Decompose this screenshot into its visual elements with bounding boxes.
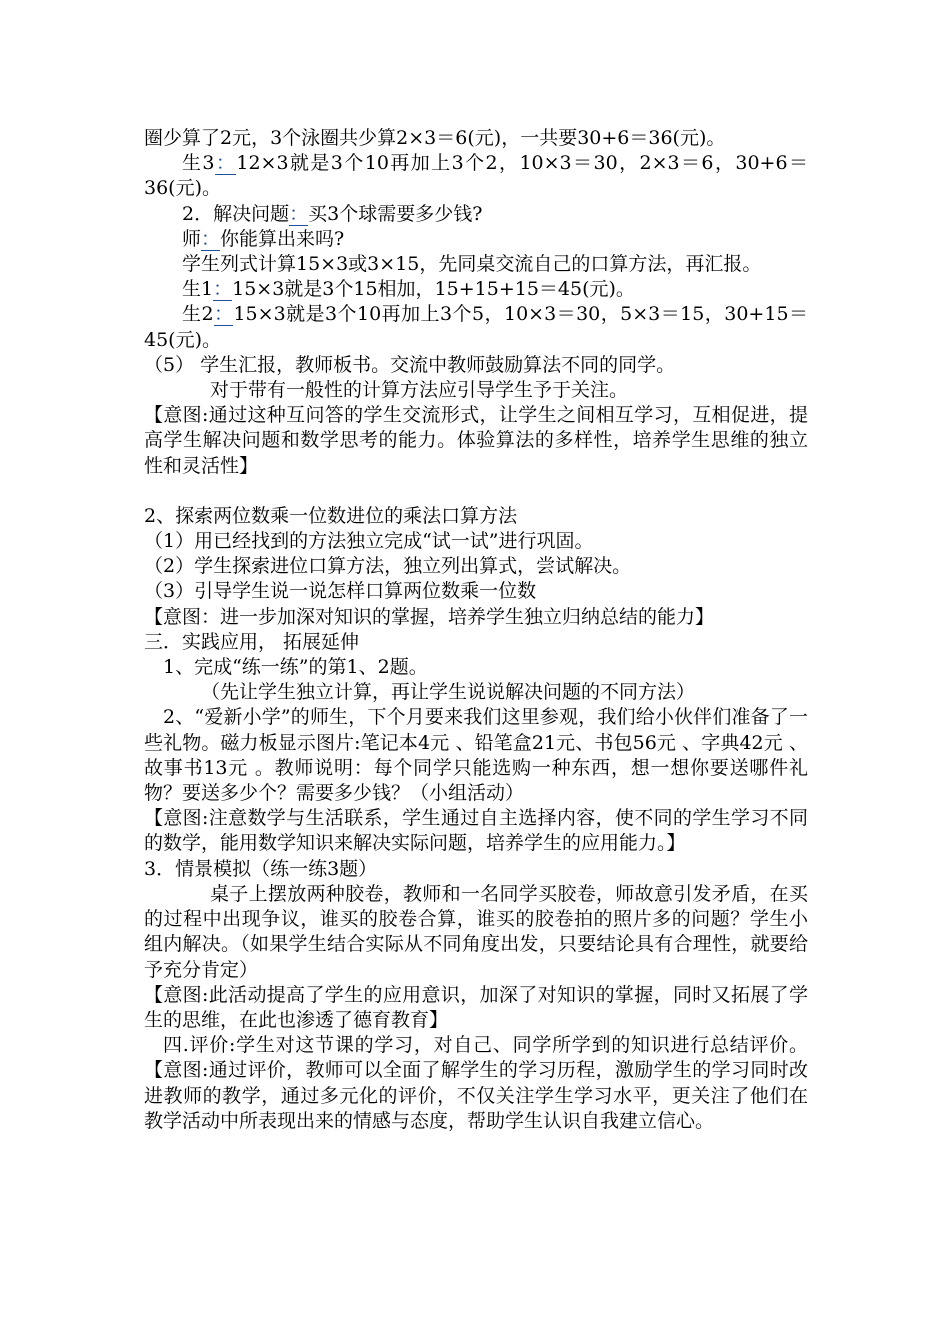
speaker-label: 生2 xyxy=(182,303,214,326)
underlined-colon: ： xyxy=(213,278,233,301)
paragraph-item-5: （5） 学生汇报，教师板书。交流中教师鼓励算法不同的同学。 xyxy=(144,353,676,376)
list-item-practice-1: 1、完成“练一练”的第1、2题。 xyxy=(163,656,428,679)
paragraph-student-1 xyxy=(144,277,808,302)
list-item-1: （1）用已经找到的方法独立完成“试一试”进行巩固。 xyxy=(144,530,594,553)
paragraph-student-3 xyxy=(144,151,808,201)
document-body xyxy=(144,126,808,1134)
list-item-3: （3）引导学生说一说怎样口算两位数乘一位数 xyxy=(144,580,537,603)
speaker-label: 生3 xyxy=(182,152,215,175)
paragraph-evaluation: 四.评价:学生对这节课的学习，对自己、同学所学到的知识进行总结评价。【意图:通过评价，教师可以全面了解学生的学习历程，激励学生的学习同时改进教师的教学，通过多元化的评价，不仅关注学生学习水平，更关注了他们在教学活动中所表现出来的情感与态度，帮助学生认识自我建立信心。 xyxy=(144,1034,808,1132)
heading-scenario: 3．情景模拟（练一练3题） xyxy=(144,857,378,880)
paragraph-text: 12×3就是3个10再加上3个2，10×3＝30，2×3＝6，30+6＝36(元)。 xyxy=(144,152,808,200)
speaker-label: 师 xyxy=(182,227,202,250)
paragraph-scenario: 桌子上摆放两种胶卷，教师和一名同学买胶卷，师故意引发矛盾，在买的过程中出现争议，谁买的胶卷合算，谁买的胶卷拍的照片多的问题？学生小组内解决。（如果学生结合实际从不同角度出发，只要结论具有合理性，就要给予充分肯定） xyxy=(144,882,808,981)
paragraph-text: 买3个球需要多少钱? xyxy=(308,202,483,225)
heading-explore-carry: 2、探索两位数乘一位数进位的乘法口算方法 xyxy=(144,504,518,527)
underlined-colon: ： xyxy=(289,202,309,225)
speaker-label: 生1 xyxy=(182,278,214,301)
paragraph-solve-problem xyxy=(144,202,808,227)
paragraph-student-2 xyxy=(144,302,808,352)
paragraph-text: 你能算出来吗? xyxy=(220,227,345,250)
paragraph-intent-2: 【意图：进一步加深对知识的掌握，培养学生独立归纳总结的能力】 xyxy=(144,605,715,628)
blank-line xyxy=(144,479,808,504)
heading-practice: 三．实践应用， 拓展延伸 xyxy=(144,630,360,653)
paragraph-student-calc: 学生列式计算15×3或3×15，先同桌交流自己的口算方法，再汇报。 xyxy=(182,253,762,276)
paragraph-line-1: 圈少算了2元，3个泳圈共少算2×3＝6(元)，一共要30+6＝36(元)。 xyxy=(144,127,726,149)
paragraph-practice-note: （先让学生独立计算，再让学生说说解决问题的不同方法） xyxy=(201,681,696,704)
list-item-2: （2）学生探索进位口算方法，独立列出算式，尝试解决。 xyxy=(144,555,632,578)
paragraph-teacher-question xyxy=(144,227,808,252)
list-item-practice-2: 2、“爱新小学”的师生，下个月要来我们这里参观，我们给小伙伴们准备了一些礼物。磁力板显示图片:笔记本4元 、铅笔盒21元、书包56元 、字典42元 、故事书13元 。教师说明：每个同学只能选购一种东西，想一想你要送哪件礼物？要送多少个？需要多少钱？（小组活动） xyxy=(144,706,808,805)
paragraph-text: 15×3就是3个10再加上3个5，10×3＝30，5×3＝15，30+15＝45(元)。 xyxy=(144,303,808,351)
item-label: 2．解决问题 xyxy=(182,202,290,225)
underlined-colon: ： xyxy=(213,303,234,326)
underlined-colon: ： xyxy=(214,152,237,175)
paragraph-intent-3: 【意图:注意数学与生活联系，学生通过自主选择内容，使不同的学生学习不同的数学，能用数学知识来解决实际问题，培养学生的应用能力。】 xyxy=(144,807,808,855)
paragraph-intent-4: 【意图:此活动提高了学生的应用意识，加深了对知识的掌握，同时又拓展了学生的思维，在此也渗透了德育教育】 xyxy=(144,983,808,1031)
underlined-colon: ： xyxy=(201,227,221,250)
paragraph-text: 15×3就是3个15相加，15+15+15＝45(元)。 xyxy=(232,278,635,301)
paragraph-general-method: 对于带有一般性的计算方法应引导学生予于关注。 xyxy=(210,379,629,402)
paragraph-intent-1: 【意图:通过这种互问答的学生交流形式，让学生之间相互学习，互相促进，提高学生解决问题和数学思考的能力。体验算法的多样性，培养学生思维的独立性和灵活性】 xyxy=(144,404,808,477)
